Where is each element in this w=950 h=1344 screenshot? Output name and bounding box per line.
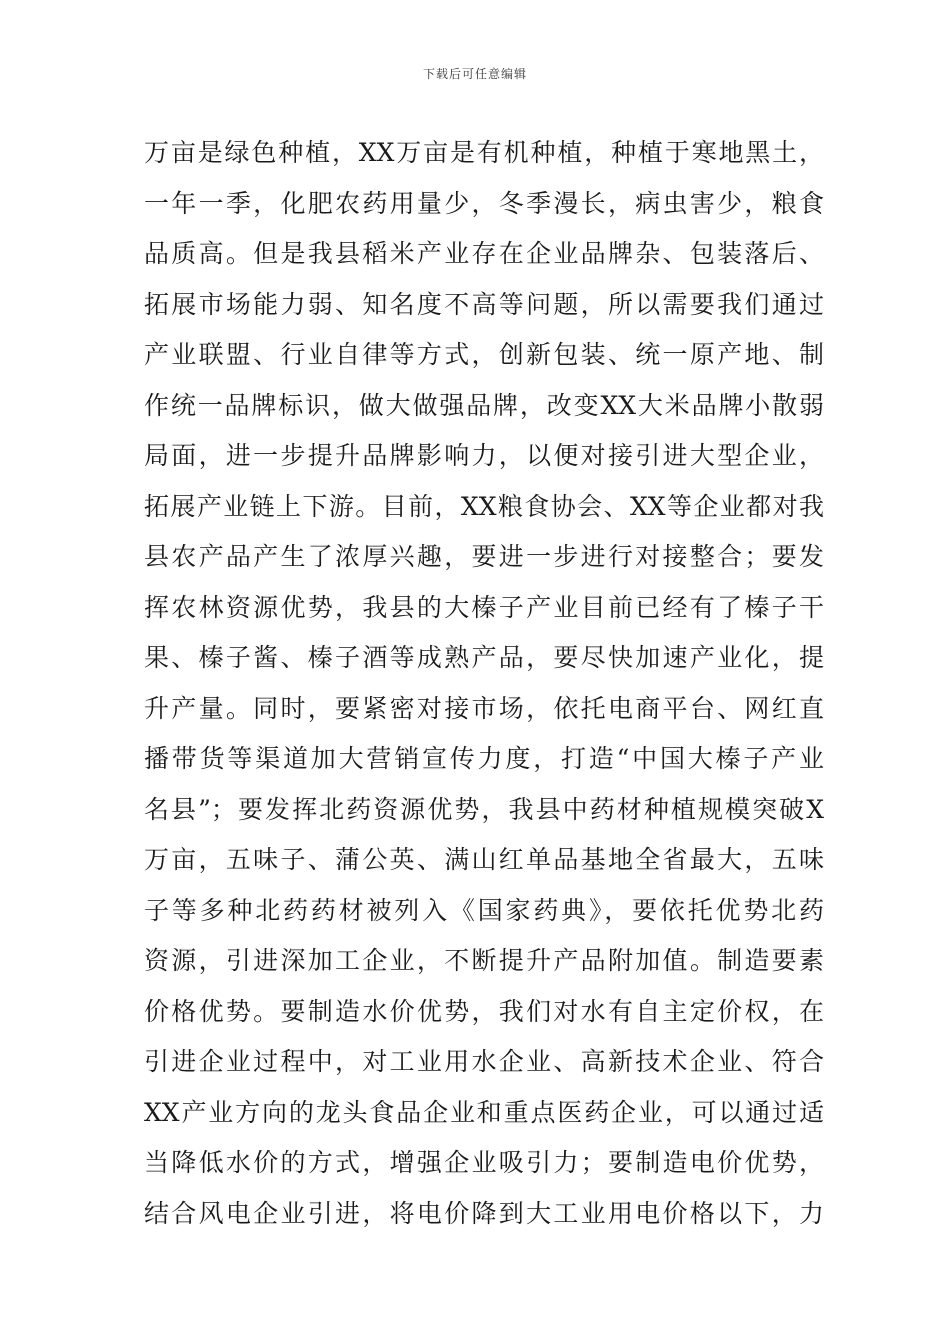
text-line: 一年一季，化肥农药用量少，冬季漫长，病虫害少，粮食	[144, 188, 824, 218]
text-line: 当降低水价的方式，增强企业吸引力；要制造电价优势，	[144, 1148, 824, 1177]
text-line: 县农产品产生了浓厚兴趣，要进一步进行对接整合；要发	[144, 542, 824, 571]
text-line: 名县”；要发挥北药资源优势，我县中药材种植规模突破X	[144, 794, 824, 824]
text-line: 挥农林资源优势，我县的大榛子产业目前已经有了榛子干	[144, 592, 824, 622]
text-line: 万亩是绿色种植，XX万亩是有机种植，种植于寒地黑土，	[144, 138, 824, 167]
text-line: 升产量。同时，要紧密对接市场，依托电商平台、网红直	[144, 693, 824, 723]
text-line: 作统一品牌标识，做大做强品牌，改变XX大米品牌小散弱	[144, 390, 824, 420]
text-line: 万亩，五味子、蒲公英、满山红单品基地全省最大，五味	[144, 845, 824, 874]
text-line: 引进企业过程中，对工业用水企业、高新技术企业、符合	[144, 1047, 824, 1076]
text-line: 拓展产业链上下游。目前，XX粮食协会、XX等企业都对我	[144, 491, 824, 521]
text-line: 结合风电企业引进，将电价降到大工业用电价格以下，力	[144, 1198, 824, 1228]
text-line: 价格优势。要制造水价优势，我们对水有自主定价权，在	[144, 996, 824, 1026]
text-line: 拓展市场能力弱、知名度不高等问题，所以需要我们通过	[144, 289, 824, 319]
text-line: 果、榛子酱、榛子酒等成熟产品，要尽快加速产业化，提	[144, 643, 824, 672]
text-line: 资源，引进深加工企业，不断提升产品附加值。制造要素	[144, 946, 824, 975]
text-line: 子等多种北药药材被列入《国家药典》，要依托优势北药	[144, 895, 824, 925]
text-line: 局面，进一步提升品牌影响力，以便对接引进大型企业，	[144, 441, 824, 470]
text-line: 播带货等渠道加大营销宣传力度，打造“中国大榛子产业	[144, 744, 824, 773]
text-line: 产业联盟、行业自律等方式，创新包装、统一原产地、制	[144, 340, 824, 369]
page-header-note: 下载后可任意编辑	[422, 67, 527, 81]
text-line: XX产业方向的龙头食品企业和重点医药企业，可以通过适	[144, 1097, 824, 1127]
body-text	[144, 128, 824, 1239]
text-line: 品质高。但是我县稻米产业存在企业品牌杂、包装落后、	[144, 239, 824, 268]
